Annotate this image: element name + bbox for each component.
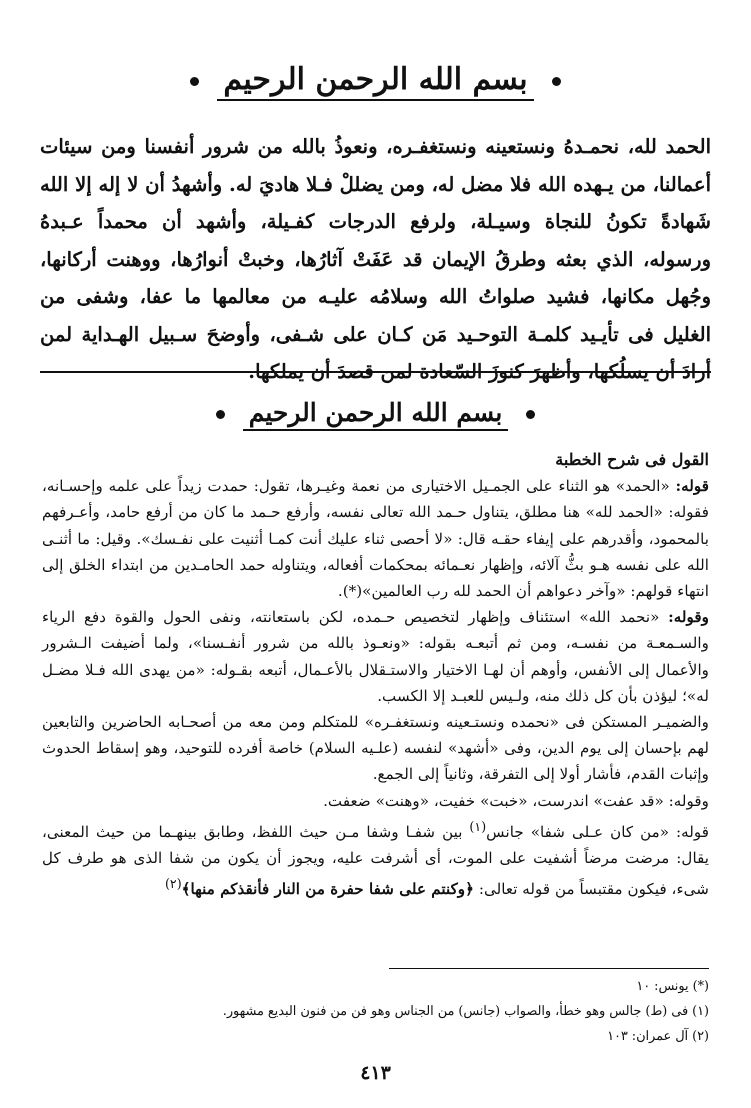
basmala-calligraphy: بسم الله الرحمن الرحيم — [217, 62, 533, 101]
commentary-paragraph — [42, 473, 709, 604]
bullet-dot-icon — [526, 410, 535, 419]
basmala-ornament-middle — [0, 398, 751, 431]
bullet-dot-icon — [552, 77, 561, 86]
basmala-ornament-top — [0, 62, 751, 101]
footnote-ref: (٢) — [164, 876, 182, 892]
paragraph-label: قوله: — [675, 477, 710, 496]
commentary-paragraph: وقوله: «قد عفت» اندرست، «خبت» خفيت، «وهنت» ضعفت. — [323, 791, 709, 810]
commentary-paragraph — [42, 814, 709, 903]
commentary-sharh — [42, 447, 709, 903]
footnote: (١) فى (ط) جالس وهو خطأ، والصواب (جانس) من الجناس وهو فن من فنون البديع مشهور. — [222, 1004, 709, 1019]
paragraph-text: بين شفـا وشفا مـن حيث اللفظ، وطابق بينهـما من حيث المعنى، يقال: مرضت مرضاً أشفيت على الموت، أى أشرفت عليه، ويجوز أن يكون من شفا الذى هو طرف كل شىء، فيكون مقتبساً من قوله تعالى: — [42, 822, 709, 899]
section-divider — [40, 371, 711, 373]
commentary-paragraph: والضميـر المستكن فى «نحمده ونستـعينه ونستغفـره» للمتكلم ومن معه من أصحـابه الحاضرين والتابعين لهم بإحسان إلى يوم الدين، وفى «أشهد» لنفسه (علـيه السلام) خاصة أفرده للتوحيد، وهو إسقاط الحدوث وإثبات القدم، فأشار أولا إلى التفرقة، وثانياً إلى الجمع. — [42, 713, 709, 784]
paragraph-text: «الحمد» هو الثناء على الجمـيل الاختيارى من نعمة وغيـرها، تقول: حمدت زيداً على علمه وإحسـانه، فقوله: «الحمد لله» هنا مطلق، يتناول حـمد الله تعالى نفسه، وأرفع حـمد ما كان من أرفع حامد، وأعـرفهم بالمحمود، وأقدرهم على إيفاء حقـه قال: «لا أحصى ثناء عليك أنت كمـا أثنيت على نفـسك». وقيل: ما أثنـى الله على نفسه هـو بثُّ آلائه، وإظهار نعـمائه بمحكمات أفعاله، ويتناوله حمد الحامـدين من ابتداء الخلق إلى انتهاء قولهم: «وآخر دعواهم أن الحمد لله رب العالمين»(*). — [42, 477, 709, 601]
footnotes — [42, 974, 709, 1049]
paragraph-text: «نحمد الله» استئناف وإظهار لتخصيص حـمده، لكن باستعانته، ونفى الحول والقوة دفع الرياء والسـمعـة من نفسـه، ومن ثم أتبعـه بقوله: «ونعـوذ بالله من شرور أنفـسنا»، ولما أضيفت الـشرور والأعمال إلى الأنفس، وأوهم أن لهـا الاختيار والاستـقلال بالأعـمال، أتبعه بقـوله: «من يهدى الله فـلا مضـل له»؛ ليؤذن بأن كل ذلك منه، ولـيس للعبـد إلا الكسب. — [42, 608, 709, 705]
page-number: ٤١٣ — [360, 1062, 391, 1084]
quran-quote: ﴿وكنتم على شفا حفرة من النار فأنقذكم منها﴾ — [181, 880, 475, 899]
commentary-heading: القول فى شرح الخطبة — [555, 450, 709, 469]
bullet-dot-icon — [190, 77, 199, 86]
main-text-matn: الحمد لله، نحمـدهُ ونستعينه ونستغفـره، ونعوذُ بالله من شرور أنفسنا ومن سيئات أعمالنا، من يـهده الله فلا مضل له، ومن يضللْ فـلا هاديَ له. وأشهدُ أن لا إله إلا الله شَهادةً تكونُ للنجاة وسيـلة، ولرفع الدرجات كفـيلة، وأشهد أن محمداً عـبدهُ ورسوله، الذي بعثه وطرقُ الإيمان قد عَفَتْ آثارُها، وخبتْ أنوارُها، ووهنت أركانها، وجُهل مكانها، فشيد صلواتُ الله وسلامُه عليـه من معالمها ما عفا، وشفى من الغليل فى تأيـيد كلمـة التوحـيد مَن كـان على شـفى، وأوضحَ سـبيل الهـداية لمن أرادَ أن يسلُكها، وأظهرَ كنوزَ السّعادة لمن قصدَ أن يملكها. — [40, 135, 711, 383]
footnote: (*) يونس: ١٠ — [636, 979, 709, 994]
basmala-calligraphy: بسم الله الرحمن الرحيم — [243, 398, 509, 431]
footnote: (٢) آل عمران: ١٠٣ — [607, 1029, 709, 1044]
footnote-divider — [389, 968, 709, 969]
bullet-dot-icon — [216, 410, 225, 419]
paragraph-label: وقوله: — [668, 608, 709, 627]
paragraph-text: قوله: «من كان عـلى شفا» جانس — [486, 822, 709, 841]
commentary-paragraph — [42, 604, 709, 709]
footnote-ref: (١) — [469, 818, 487, 834]
